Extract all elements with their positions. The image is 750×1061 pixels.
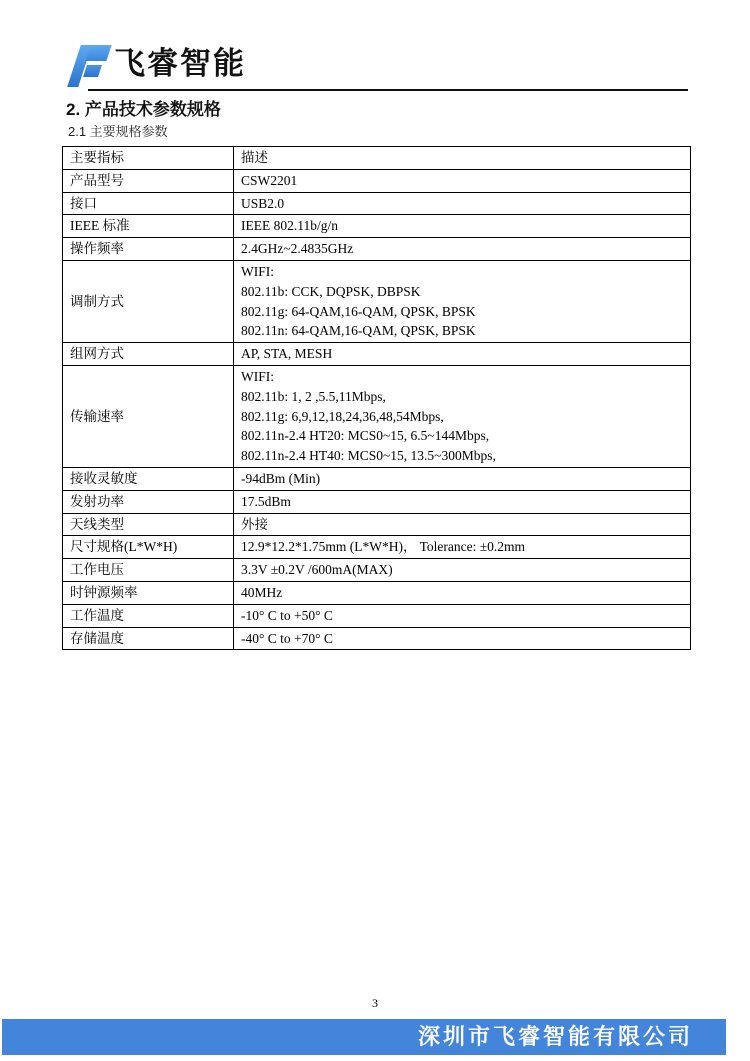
spec-value xyxy=(234,238,691,261)
spec-label: IEEE 标准 xyxy=(63,215,234,238)
spec-value xyxy=(234,559,691,582)
spec-value-line: 17.5dBm xyxy=(241,493,291,509)
spec-label: 工作电压 xyxy=(63,559,234,582)
spec-value xyxy=(234,192,691,215)
spec-value-line: 802.11b: 1, 2 ,5.5,11Mbps, xyxy=(241,388,386,404)
spec-value xyxy=(234,490,691,513)
spec-value-line: AP, STA, MESH xyxy=(241,346,333,362)
spec-label: 调制方式 xyxy=(63,260,234,342)
spec-value-line: WIFI: xyxy=(241,368,274,384)
table-row xyxy=(63,490,691,513)
spec-table xyxy=(62,146,691,650)
table-row xyxy=(63,147,691,170)
table-row xyxy=(63,536,691,559)
spec-label: 时钟源频率 xyxy=(63,581,234,604)
spec-value-line: 外接 xyxy=(241,516,268,532)
spec-value-line: -94dBm (Min) xyxy=(241,470,321,486)
table-row xyxy=(63,513,691,536)
spec-value xyxy=(234,260,691,342)
subsection-title: 2.1 主要规格参数 xyxy=(68,124,168,139)
spec-value xyxy=(234,343,691,366)
spec-value-line: CSW2201 xyxy=(241,172,298,188)
spec-value-line: 802.11n: 64-QAM,16-QAM, QPSK, BPSK xyxy=(241,323,476,339)
spec-value-line: 802.11g: 6,9,12,18,24,36,48,54Mbps, xyxy=(241,408,444,424)
spec-label: 主要指标 xyxy=(63,147,234,170)
spec-value xyxy=(234,627,691,650)
spec-value-line: IEEE 802.11b/g/n xyxy=(241,218,338,234)
company-logo xyxy=(68,42,246,90)
spec-value-line: 2.4GHz~2.4835GHz xyxy=(241,241,354,257)
spec-value xyxy=(234,147,691,170)
spec-value-line: WIFI: xyxy=(241,263,274,279)
table-row xyxy=(63,260,691,342)
table-row xyxy=(63,365,691,467)
spec-value xyxy=(234,365,691,467)
spec-label: 操作频率 xyxy=(63,238,234,261)
spec-value-line: -10° C to +50° C xyxy=(241,607,333,623)
table-row xyxy=(63,169,691,192)
spec-label: 工作温度 xyxy=(63,604,234,627)
spec-label: 组网方式 xyxy=(63,343,234,366)
header-divider xyxy=(88,89,688,91)
table-row xyxy=(63,559,691,582)
spec-label: 产品型号 xyxy=(63,169,234,192)
spec-value-line: 3.3V ±0.2V /600mA(MAX) xyxy=(241,562,393,578)
spec-label: 发射功率 xyxy=(63,490,234,513)
spec-value xyxy=(234,513,691,536)
table-row xyxy=(63,215,691,238)
logo-text: 飞睿智能 xyxy=(114,46,246,81)
spec-value-line: 描述 xyxy=(241,150,268,165)
spec-value-line: -40° C to +70° C xyxy=(241,630,333,646)
spec-label: 接口 xyxy=(63,192,234,215)
spec-value-line: USB2.0 xyxy=(241,195,285,211)
spec-value-line: 802.11n-2.4 HT40: MCS0~15, 13.5~300Mbps, xyxy=(241,448,496,464)
spec-label: 存储温度 xyxy=(63,627,234,650)
page-number: 3 xyxy=(372,996,378,1010)
spec-label: 传输速率 xyxy=(63,365,234,467)
spec-value xyxy=(234,467,691,490)
spec-value xyxy=(234,536,691,559)
table-row xyxy=(63,238,691,261)
table-row xyxy=(63,467,691,490)
logo-f-icon xyxy=(68,42,108,90)
table-row xyxy=(63,604,691,627)
spec-value xyxy=(234,169,691,192)
spec-table-body xyxy=(63,147,691,650)
spec-value-line: 802.11g: 64-QAM,16-QAM, QPSK, BPSK xyxy=(241,303,476,319)
spec-value xyxy=(234,604,691,627)
spec-value-line: 40MHz xyxy=(241,584,283,600)
spec-label: 天线类型 xyxy=(63,513,234,536)
spec-value-line: 802.11n-2.4 HT20: MCS0~15, 6.5~144Mbps, xyxy=(241,428,490,444)
section-title: 2. 产品技术参数规格 xyxy=(66,100,221,119)
spec-label: 接收灵敏度 xyxy=(63,467,234,490)
spec-label: 尺寸规格(L*W*H) xyxy=(63,536,234,559)
table-row xyxy=(63,581,691,604)
spec-value-line: 12.9*12.2*1.75mm (L*W*H)， Tolerance: ±0.2mm xyxy=(241,539,526,555)
spec-value xyxy=(234,581,691,604)
table-row xyxy=(63,192,691,215)
footer-company-name: 深圳市飞睿智能有限公司 xyxy=(417,1024,693,1049)
spec-value xyxy=(234,215,691,238)
footer-bar xyxy=(2,1019,726,1055)
spec-value-line: 802.11b: CCK, DQPSK, DBPSK xyxy=(241,283,421,299)
table-row xyxy=(63,627,691,650)
table-row xyxy=(63,343,691,366)
